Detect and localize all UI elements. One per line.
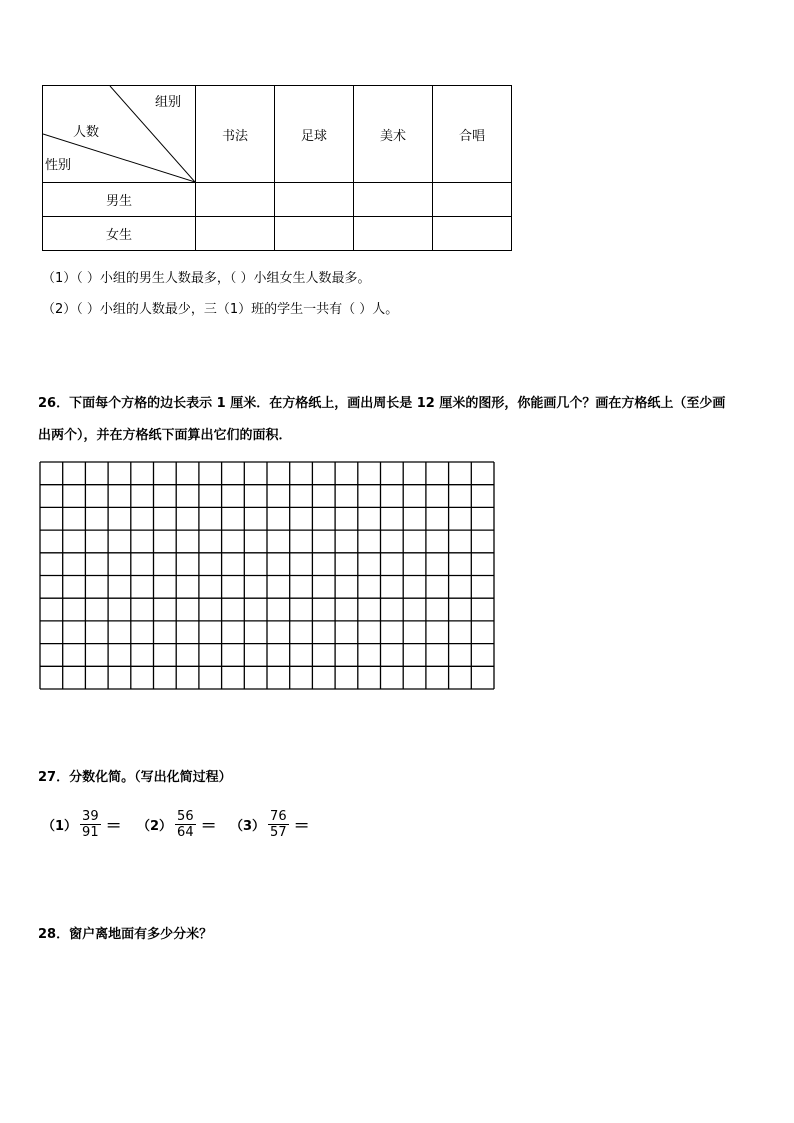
fraction [268,809,289,840]
answer-cell[interactable] [275,183,354,217]
fraction-denominator: 57 [270,824,287,840]
answer-cell[interactable] [354,183,433,217]
group-table [42,85,512,251]
column-header: 足球 [275,86,354,183]
column-header: 合唱 [433,86,512,183]
row-header: 男生 [43,183,196,217]
fraction-item-1 [42,806,122,842]
fraction-label: （3） [230,818,266,834]
equals-sign: ＝ [200,815,217,835]
q26-text-line-1: 26．下面每个方格的边长表示 1 厘米．在方格纸上，画出周长是 12 厘米的图形，你能画几个？画在方格纸上（至少画 [38,396,726,411]
answer-cell[interactable] [196,217,275,251]
q28-title: 28．窗户离地面有多少分米？ [38,927,213,942]
fraction-numerator: 76 [270,808,287,824]
column-header: 美术 [354,86,433,183]
header-group-label: 组别 [155,95,182,110]
q27-title: 27．分数化简。（写出化简过程） [38,770,232,785]
fraction-label: （2） [137,818,173,834]
fraction-numerator: 56 [177,808,194,824]
table-row [43,183,512,217]
row-header: 女生 [43,217,196,251]
diagonal-header-cell [43,86,196,183]
fraction [80,809,101,840]
header-count-label: 人数 [73,125,100,140]
fraction-numerator: 39 [82,808,99,824]
q25-line-2: （2）（ ）小组的人数最少，三（1）班的学生一共有（ ）人。 [42,302,399,317]
answer-cell[interactable] [196,183,275,217]
equals-sign: ＝ [293,815,310,835]
header-gender-label: 性别 [45,158,72,173]
answer-cell[interactable] [275,217,354,251]
fraction-item-2 [137,806,217,842]
q25-line-1: （1）（ ）小组的男生人数最多，（ ）小组女生人数最多。 [42,271,371,286]
answer-cell[interactable] [354,217,433,251]
fraction-denominator: 64 [177,824,194,840]
fraction-label: （1） [42,818,78,834]
equals-sign: ＝ [105,815,122,835]
fraction-denominator: 91 [82,824,99,840]
fraction-item-3 [230,806,310,842]
q26-text-line-2: 出两个），并在方格纸下面算出它们的面积． [38,428,292,443]
answer-cell[interactable] [433,217,512,251]
square-grid-paper[interactable] [39,461,495,690]
answer-cell[interactable] [433,183,512,217]
column-header: 书法 [196,86,275,183]
table-row [43,217,512,251]
fraction [175,809,196,840]
